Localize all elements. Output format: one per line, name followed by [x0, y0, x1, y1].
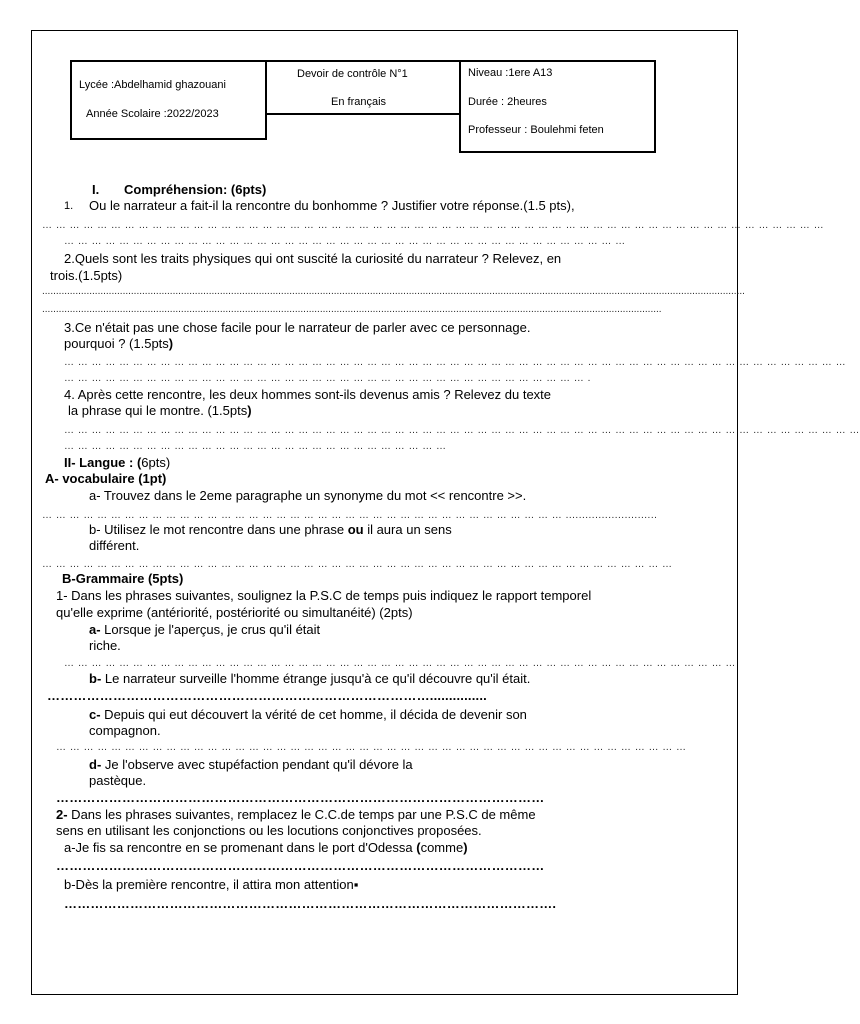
vocab-question-b: b- Utilisez le mot rencontre dans une phrase ou il aura un sens	[89, 522, 452, 537]
q1-number: 1.	[64, 200, 74, 212]
answer-line: ……………………………………………………………………………...............	[47, 688, 487, 703]
header-connector-top	[267, 60, 459, 62]
grammar-q2-b: b-Dès la première rencontre, il attira mon attention▪	[64, 877, 359, 892]
answer-line: … … … … … … … … … … … … … … … … … … … … … … … … … … … …	[64, 441, 447, 452]
answer-line: … … … … … … … … … … … … … … … … … … … … … … … … … … … … … … … … … … … … … … … … … … … … … … … … … … … … … … … … … …	[64, 425, 860, 436]
section1-title: Compréhension: (6pts)	[124, 182, 267, 197]
grammar-q1-line2: qu'elle exprime (antériorité, postériorité ou simultanéité) (2pts)	[56, 605, 413, 620]
answer-line: ...............................................................................................................................................................................................................................	[42, 304, 662, 315]
grammar-q2-line2: sens en utilisant les conjonctions ou les locutions conjonctives proposées.	[56, 823, 482, 838]
exam-duration: Durée : 2heures	[468, 96, 547, 108]
answer-line: … … … … … … … … … … … … … … … … … … … … … … … … … … … … … … … … … … … … … … … … … … … … … … … … … … … … … … … … …	[64, 357, 847, 368]
vocab-title: A- vocabulaire (1pt)	[45, 471, 167, 486]
grammar-q1-b: b- Le narrateur surveille l'homme étrange jusqu'à ce qu'il découvre qu'il était.	[89, 671, 531, 686]
school-name: Lycée :Abdelhamid ghazouani	[79, 79, 226, 91]
exam-language: En français	[331, 96, 387, 108]
answer-line: ………………………………………………………………………………………………….	[64, 896, 557, 911]
answer-line: … … … … … … … … … … … … … … … … … … … … … … … … … … … … … … … … … … … … … … … … … … … … … …	[42, 559, 673, 570]
section1-numeral: I.	[92, 182, 100, 197]
answer-line: .............................................................................................................................................................................................................................................................	[42, 286, 745, 297]
grammar-q1-d-line2: pastèque.	[89, 773, 147, 788]
q4-line2: la phrase qui le montre. (1.5pts)	[68, 403, 252, 418]
q2-line2: trois.(1.5pts)	[50, 268, 123, 283]
exam-level: Niveau :1ere A13	[468, 67, 553, 79]
q3-line2: pourquoi ? (1.5pts)	[64, 336, 174, 351]
answer-line: … … … … … … … … … … … … … … … … … … … … … … … … … … … … … … … … … … … … … … .	[64, 373, 591, 384]
grammar-q1-a: a- Lorsque je l'aperçus, je crus qu'il était	[89, 622, 321, 637]
vocab-question-b-line2: différent.	[89, 538, 140, 553]
answer-line: … … … … … … … … … … … … … … … … … … … … … … … … … … … … … … … … … … … … … … ............................	[42, 510, 658, 521]
grammar-q1-d: d- Je l'observe avec stupéfaction pendant qu'il dévore la	[89, 757, 413, 772]
grammar-q1-c: c- Depuis qui eut découvert la vérité de cet homme, il décida de devenir son	[89, 707, 527, 722]
grammar-q1-a-line2: riche.	[89, 638, 121, 653]
q2-line1: 2.Quels sont les traits physiques qui ont suscité la curiosité du narrateur ? Relevez, en	[64, 251, 562, 266]
answer-line: … … … … … … … … … … … … … … … … … … … … … … … … … … … … … … … … … … … … … … … … …	[64, 236, 626, 247]
q4-line1: 4. Après cette rencontre, les deux hommes sont-ils devenus amis ? Relevez du texte	[64, 387, 552, 402]
q1-text: Ou le narrateur a fait-il la rencontre du bonhomme ? Justifier votre réponse.(1.5 pts),	[89, 198, 575, 213]
exam-teacher: Professeur : Boulehmi feten	[468, 124, 604, 136]
q3-line1: 3.Ce n'était pas une chose facile pour le narrateur de parler avec ce personnage.	[64, 320, 531, 335]
grammar-title: B-Grammaire (5pts)	[62, 571, 184, 586]
grammar-q1-c-line2: compagnon.	[89, 723, 161, 738]
school-info-box	[70, 60, 267, 140]
exam-title: Devoir de contrôle N°1	[297, 68, 408, 80]
answer-line: … … … … … … … … … … … … … … … … … … … … … … … … … … … … … … … … … … … … … … … … … … … … … … … … … … … … … … … … …	[42, 220, 825, 231]
answer-line: … … … … … … … … … … … … … … … … … … … … … … … … … … … … … … … … … … … … … … … … … … … … … … … … …	[64, 658, 736, 669]
section2-title: II- Langue : (6pts)	[64, 455, 171, 470]
grammar-q1-line1: 1- Dans les phrases suivantes, soulignez la P.S.C de temps puis indiquez le rapport temporel	[56, 588, 592, 603]
vocab-question-a: a- Trouvez dans le 2eme paragraphe un synonyme du mot << rencontre >>.	[89, 488, 527, 503]
school-year: Année Scolaire :2022/2023	[86, 108, 219, 120]
answer-line: …………………………………………………………………………………………………	[56, 858, 545, 873]
answer-line: …………………………………………………………………………………………………	[56, 790, 545, 805]
header-connector-bottom	[267, 113, 459, 115]
grammar-q2-line1: 2- Dans les phrases suivantes, remplacez le C.C.de temps par une P.S.C de même	[56, 807, 536, 822]
grammar-q2-a: a-Je fis sa rencontre en se promenant dans le port d'Odessa (comme)	[64, 840, 468, 855]
answer-line: … … … … … … … … … … … … … … … … … … … … … … … … … … … … … … … … … … … … … … … … … … … … … …	[56, 742, 687, 753]
